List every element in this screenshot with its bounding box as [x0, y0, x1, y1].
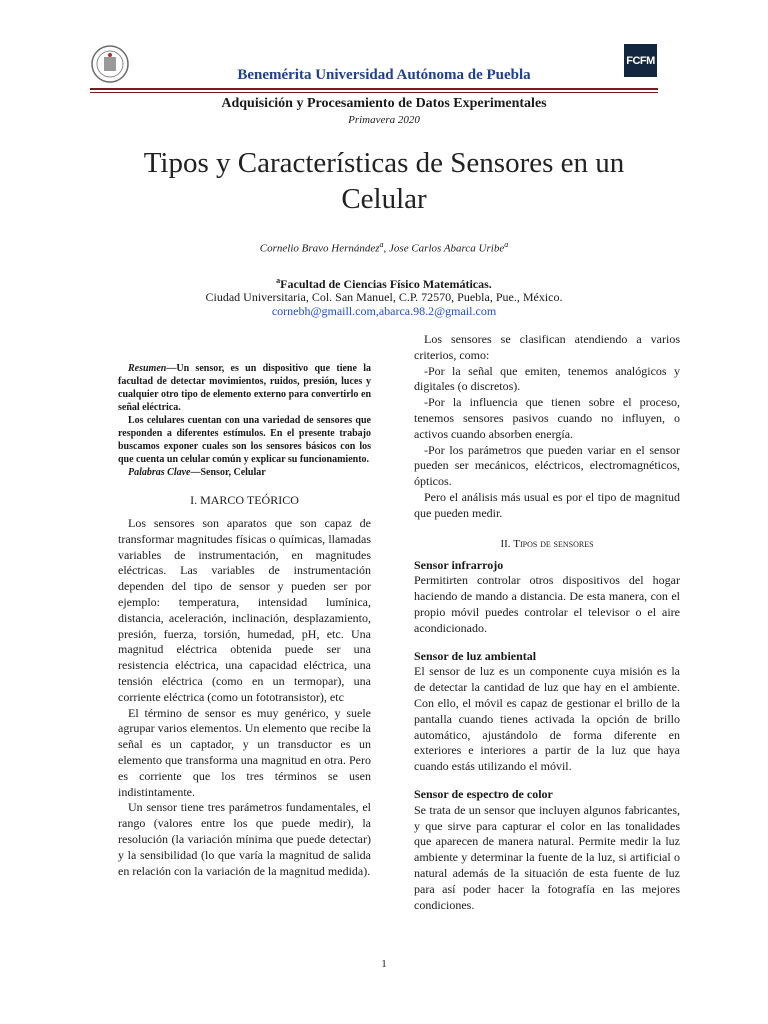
section-1-paragraph-3: Un sensor tiene tres parámetros fundamentales, el rango (valores entre los que puede medir), la resolución (la variación mínima que puede detectar) y la sensibilidad (lo que varía la magnitud de salida en relación con la variación de la magnitud medida).	[118, 800, 371, 878]
abstract-paragraph-2: Los celulares cuentan con una variedad de sensores que responden a diferentes estímulos. En el presente trabajo buscamos exponer cuales son los sensores básicos con los que cuenta un celular común y explicar su funcionamiento.	[118, 415, 371, 465]
email-link[interactable]: cornebh@gmaill.com,abarca.98.2@gmail.com	[271, 304, 497, 318]
university-name: Benemérita Universidad Autónoma de Puebla	[237, 67, 531, 83]
address: Ciudad Universitaria, Col. San Manuel, C.P. 72570, Puebla, Pue., México.	[205, 290, 563, 304]
header-rule	[90, 88, 658, 90]
author-2: Jose Carlos Abarca Uribe	[389, 242, 505, 255]
author-1: Cornelio Bravo Hernández	[259, 242, 380, 255]
abstract-label: Resumen	[128, 363, 167, 374]
sensor-block-ambient-light	[414, 649, 680, 775]
keywords	[118, 466, 371, 479]
paper-title: Tipos y Características de Sensores en un Celular	[143, 147, 625, 215]
section-1-heading: I. MARCO TEÓRICO	[190, 493, 299, 507]
sensor-description: El sensor de luz es un componente cuya misión es la de detectar la cantidad de luz que hay en el ambiente. Con ello, el móvil es capaz de gestionar el brillo de la pantalla cuando tienes activada la opción de brillo automático, ajustándolo de forma diferente en exteriores e interiores a partir de la luz que haya cuando estás utilizando el móvil.	[414, 664, 680, 774]
sensor-block-infrared	[414, 558, 680, 637]
keywords-label: Palabras Clave	[128, 467, 191, 478]
classification-paragraph-3: -Por la influencia que tienen sobre el proceso, tenemos sensores pasivos cuando no influyen, o activos cuando absorben energía.	[414, 395, 680, 441]
sensor-heading: Sensor de luz ambiental	[414, 648, 537, 663]
section-1-paragraph-2: El término de sensor es muy genérico, y suele agrupar varios elementos. Un elemento que recibe la señal es un captador, y un transductor es un elemento que transforma una magnitud en otra. Pero es corriente que los tres términos se usen indistintamente.	[118, 705, 371, 799]
faculty-logo: FCFM	[624, 44, 657, 77]
author-1-sup: a	[379, 240, 384, 249]
section-2-heading	[414, 538, 680, 550]
keywords-text: —Sensor, Celular	[190, 467, 266, 478]
section-2-title: Tipos de sensores	[513, 537, 594, 550]
classification-paragraph-5: Pero el análisis más usual es por el tipo de magnitud que pueden medir.	[414, 489, 680, 520]
sensor-heading: Sensor infrarrojo	[414, 557, 504, 572]
semester: Primavera 2020	[348, 114, 420, 126]
sensor-block-color-spectrum	[414, 787, 680, 913]
sensor-description: Permitirten controlar otros dispositivos del hogar haciendo de mando a distancia. De esta manera, con el propio móvil puedes controlar el televisor o el aire acondicionado.	[414, 573, 680, 635]
section-1-paragraph-1: Los sensores son aparatos que son capaz de transformar magnitudes físicas o químicas, llamadas variables de instrumentación, en magnitudes eléctricas. Las variables de instrumentación dependen del tipo de sensor y pueden ser por ejemplo: temperatura, intensidad lumínica, distancia, aceleración, inclinación, desplazamiento, presión, fuerza, torsión, humedad, pH, etc. Una magnitud eléctrica obtenida puede ser una resistencia eléctrica, una capacidad eléctrica, una tensión eléctrica (como en un termopar), una corriente eléctrica (como un fototransistor), etc	[118, 516, 371, 704]
course-title: Adquisición y Procesamiento de Datos Experimentales	[221, 96, 547, 111]
right-column	[414, 332, 680, 925]
authors	[0, 240, 768, 255]
header-rule-thin	[90, 92, 658, 93]
abstract	[118, 362, 371, 479]
page-number: 1	[381, 958, 387, 970]
affiliation-name: Facultad de Ciencias Físico Matemáticas.	[280, 277, 492, 291]
classification-paragraph-1: Los sensores se clasifican atendiendo a varios criterios, como:	[414, 332, 680, 362]
sensor-description: Se trata de un sensor que incluyen algunos fabricantes, y que sirve para capturar el color en las tonalidades que aparecen de manera natural. Permite medir la luz ambiente y determinar la fuente de la luz, si artificial o natural además de la situación de esta fuente de luz para así poder hacer la fotografía en las mejores condiciones.	[414, 802, 680, 912]
author-separator: ,	[383, 242, 390, 255]
affiliation-sup: a	[276, 276, 281, 285]
classification-paragraph-2: -Por la señal que emiten, tenemos analógicos y digitales (o discretos).	[414, 363, 680, 394]
abstract-text-1: —Un sensor, es un dispositivo que tiene la facultad de detectar movimientos, ruidos, presión, luces y cualquier otro tipo de elemento externo para convertirlo en señal eléctrica.	[118, 363, 371, 413]
left-column	[118, 362, 371, 879]
author-2-sup: a	[504, 240, 509, 249]
section-2-number: II.	[500, 537, 514, 550]
sensor-heading: Sensor de espectro de color	[414, 786, 553, 801]
classification-paragraph-4: -Por los parámetros que pueden variar en el sensor pueden ser mecánicos, eléctricos, electromagnéticos, ópticos.	[414, 442, 680, 489]
abstract-paragraph-1	[118, 362, 371, 414]
